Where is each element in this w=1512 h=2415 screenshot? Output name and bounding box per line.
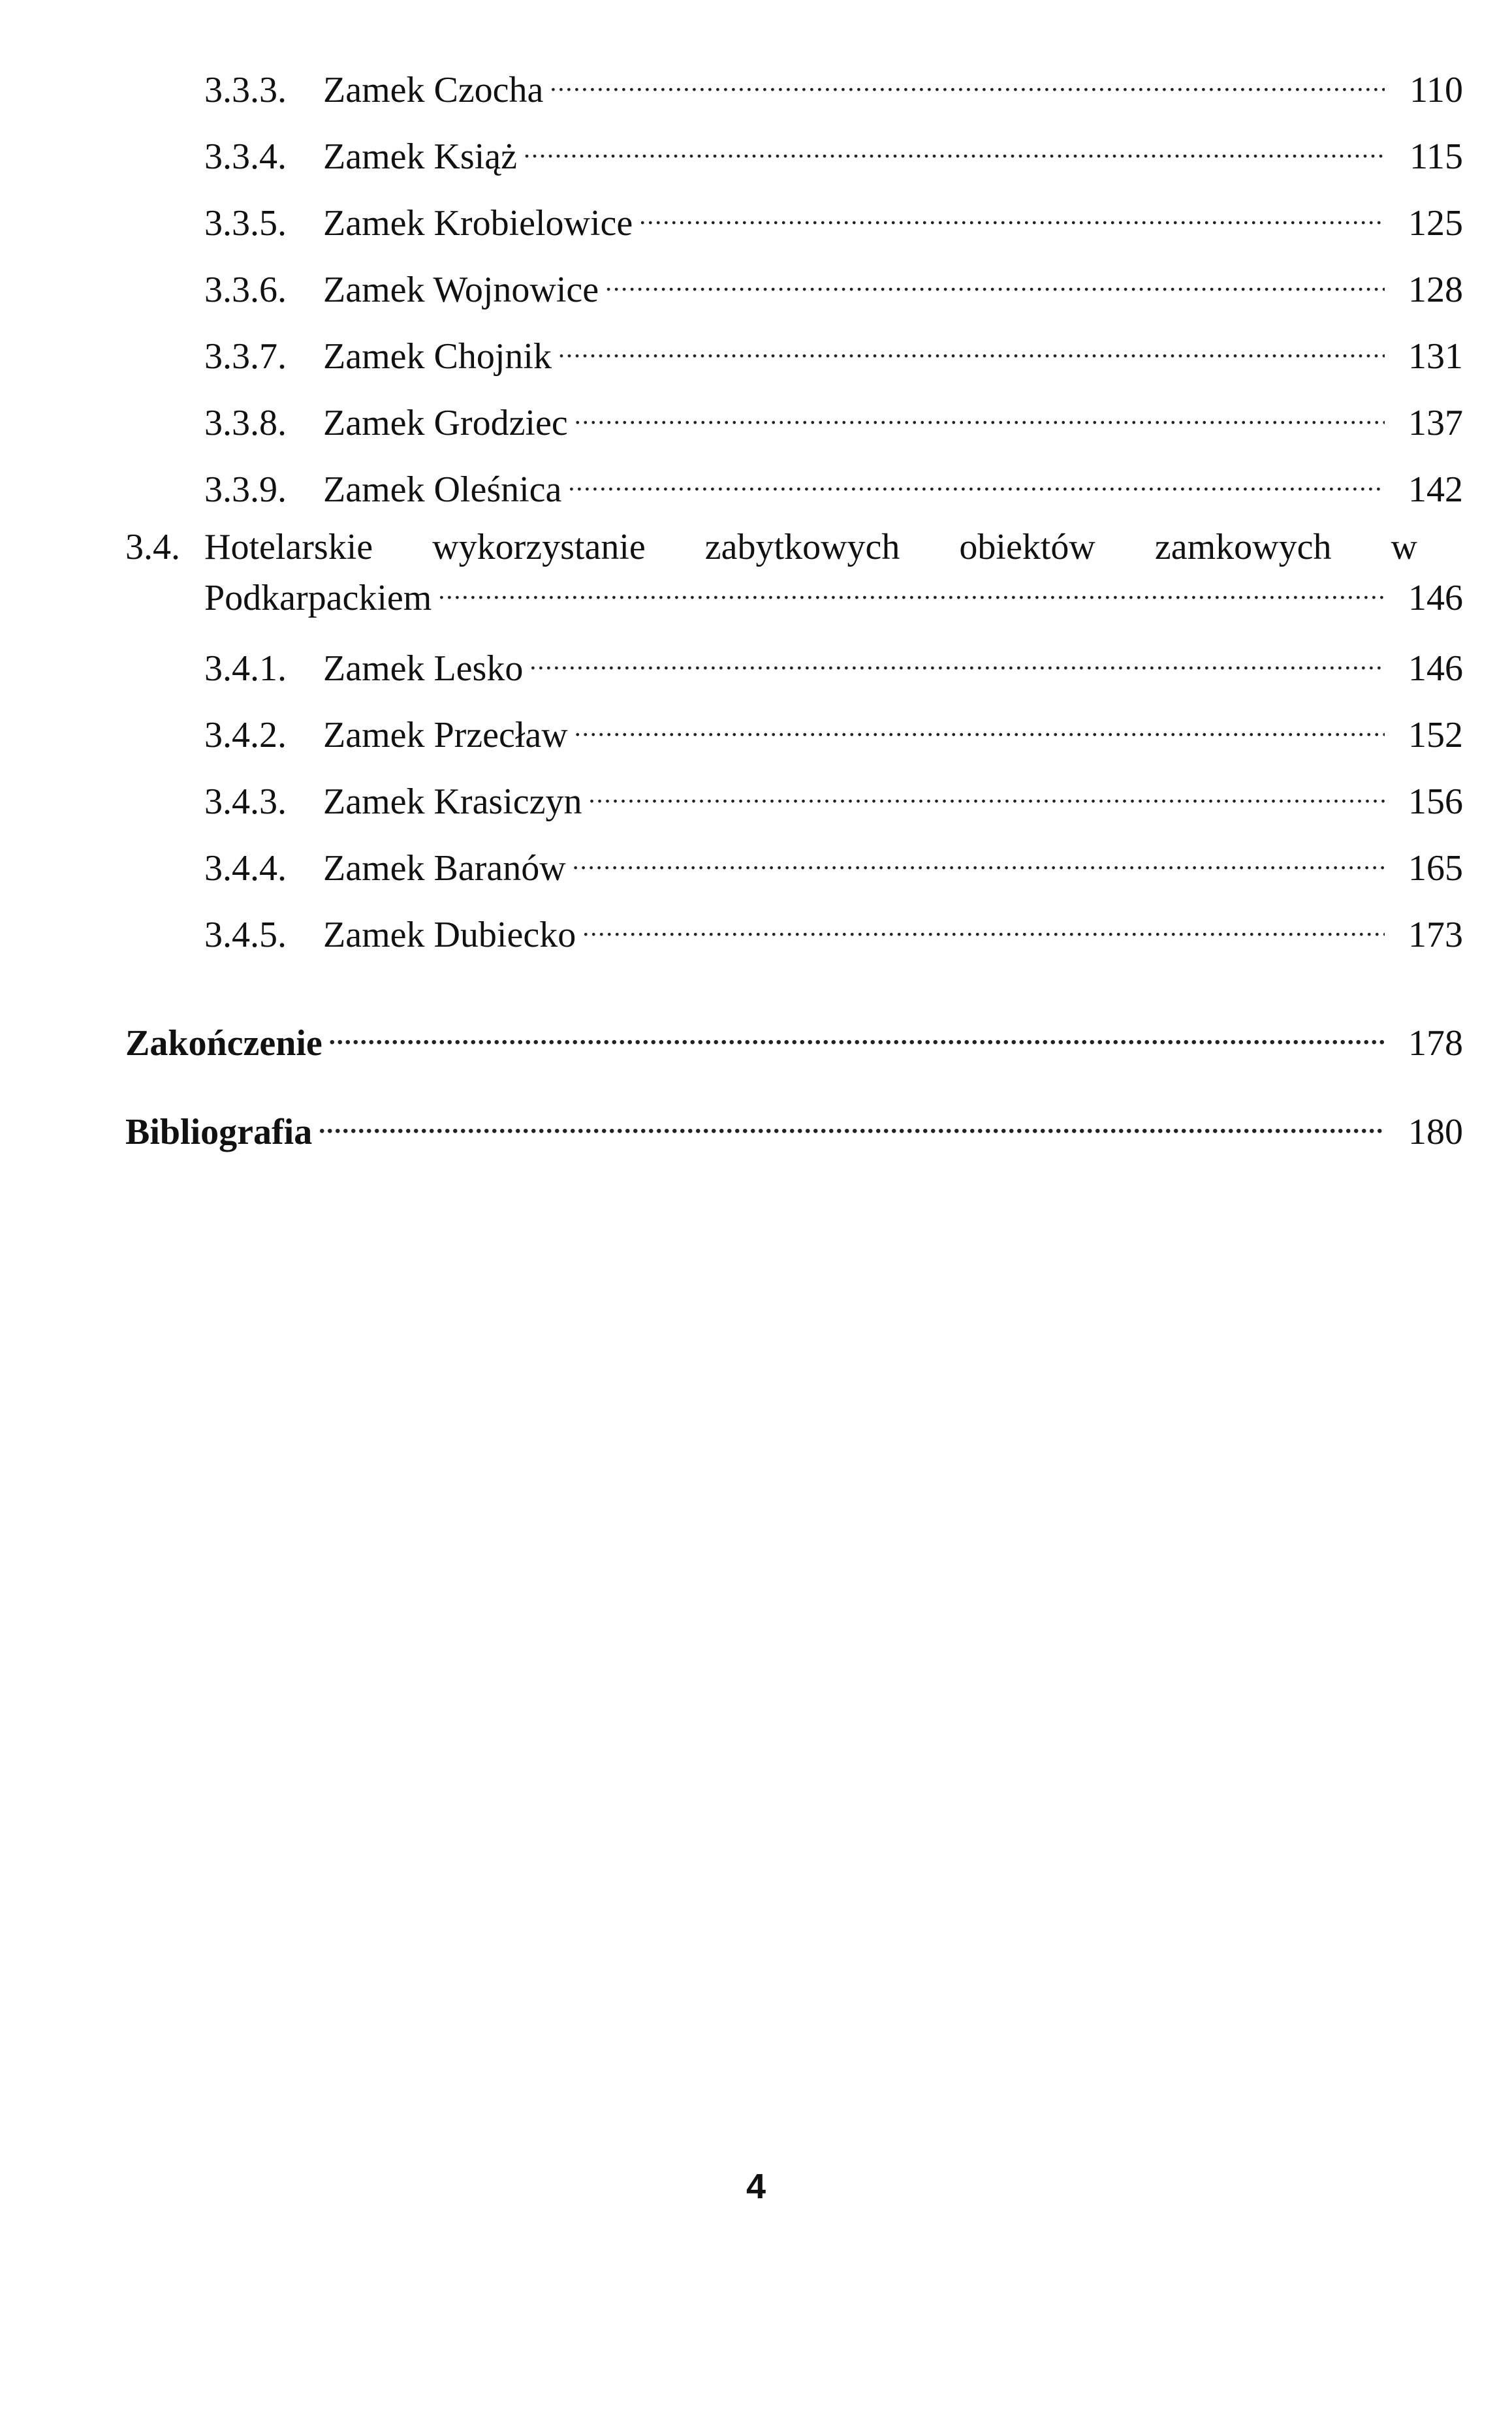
- toc-entry-page: 178: [1408, 1023, 1463, 1064]
- toc-entry-number: 3.3.8.: [204, 403, 287, 443]
- dot-leader: [329, 1013, 1385, 1055]
- dot-leader: [588, 772, 1385, 813]
- dot-leader: [319, 1102, 1385, 1144]
- toc-entry-title-words: [204, 526, 1463, 568]
- toc-entry-number: 3.3.9.: [204, 469, 287, 510]
- toc-entry-title-continued: Podkarpackiem: [204, 578, 432, 618]
- toc-entry-number: 3.4.2.: [204, 715, 287, 755]
- toc-entry-number: 3.4.5.: [204, 915, 287, 955]
- dot-leader: [582, 905, 1385, 947]
- toc-entry-page: 137: [1408, 403, 1463, 443]
- title-word: zamkowych: [1154, 527, 1332, 567]
- toc-entry-page: 180: [1408, 1112, 1463, 1152]
- toc-entry-3-4-3: [204, 772, 1463, 823]
- dot-leader: [573, 838, 1385, 880]
- toc-entry-number: 3.3.3.: [204, 70, 287, 110]
- toc-entry-number: 3.4.: [125, 527, 180, 567]
- toc-entry-3-3-3: [204, 60, 1463, 111]
- toc-entry-title: Zamek Czocha: [323, 70, 544, 110]
- toc-entry-title: Zamek Baranów: [323, 848, 566, 889]
- toc-entry-page: 165: [1408, 848, 1463, 889]
- toc-entry-3-4-4: [204, 838, 1463, 889]
- toc-entry-line-1: [125, 526, 1463, 568]
- toc-entry-page: 142: [1408, 469, 1463, 510]
- toc-entry-page: 115: [1410, 136, 1463, 177]
- toc-entry-page: 131: [1408, 336, 1463, 377]
- toc-entry-page: 152: [1408, 715, 1463, 755]
- toc-entry-title: Zamek Książ: [323, 136, 517, 177]
- toc-entry-3-4-1: [204, 639, 1463, 689]
- dot-leader: [575, 393, 1385, 435]
- dot-leader: [438, 568, 1385, 610]
- dot-leader: [550, 60, 1385, 102]
- toc-entry-title: Zamek Lesko: [323, 648, 524, 689]
- toc-entry-title: Zamek Krasiczyn: [323, 781, 582, 822]
- dot-leader: [558, 326, 1385, 368]
- title-word: zabytkowych: [704, 527, 900, 567]
- title-word: w: [1391, 527, 1417, 567]
- dot-leader: [529, 639, 1385, 680]
- toc-entry-number: 3.3.6.: [204, 270, 287, 310]
- toc-entry-page: 110: [1410, 70, 1463, 110]
- dot-leader: [575, 705, 1385, 747]
- toc-entry-title: Zamek Wojnowice: [323, 270, 599, 310]
- toc-entry-3-3-6: [204, 260, 1463, 311]
- toc-entry-number: 3.3.5.: [204, 203, 287, 244]
- toc-entry-3-3-4: [204, 127, 1463, 178]
- toc-entry-3-3-8: [204, 393, 1463, 444]
- title-word: obiektów: [959, 527, 1095, 567]
- title-word: Hotelarskie: [204, 527, 373, 567]
- toc-entry-3-4: [125, 526, 1463, 619]
- toc-entry-page: 156: [1408, 781, 1463, 822]
- toc-entry-title: Zamek Grodziec: [323, 403, 568, 443]
- dot-leader: [568, 460, 1385, 501]
- toc-entry-3-4-5: [204, 905, 1463, 956]
- toc-entry-number: 3.4.4.: [204, 848, 287, 889]
- toc-entry-3-3-9: [204, 460, 1463, 511]
- dot-leader: [524, 127, 1385, 168]
- toc-entry-bibliografia: [125, 1102, 1463, 1153]
- toc-entry-3-3-5: [204, 193, 1463, 244]
- toc-entry-number: 3.3.4.: [204, 136, 287, 177]
- toc-entry-number: 3.4.1.: [204, 648, 287, 689]
- toc-entry-page: 125: [1408, 203, 1463, 244]
- toc-entry-page: 173: [1408, 915, 1463, 955]
- toc-entry-title: Bibliografia: [125, 1112, 313, 1152]
- dot-leader: [605, 260, 1385, 302]
- toc-entry-number: 3.3.7.: [204, 336, 287, 377]
- toc-entry-page: 128: [1408, 270, 1463, 310]
- toc-entry-page: 146: [1408, 578, 1463, 618]
- toc-entry-title: Zamek Krobielowice: [323, 203, 633, 244]
- toc-entry-title: Zamek Chojnik: [323, 336, 552, 377]
- toc-entry-zakonczenie: [125, 1013, 1463, 1064]
- toc-entry-3-4-2: [204, 705, 1463, 756]
- toc-entry-number: 3.4.3.: [204, 781, 287, 822]
- toc-entry-3-3-7: [204, 326, 1463, 377]
- toc-entry-title: Zamek Oleśnica: [323, 469, 562, 510]
- toc-entry-title: Zamek Dubiecko: [323, 915, 576, 955]
- toc-entry-title: Zakończenie: [125, 1023, 323, 1064]
- dot-leader: [639, 193, 1385, 235]
- title-word: wykorzystanie: [432, 527, 646, 567]
- page-number: 4: [746, 2167, 766, 2206]
- toc-entry-page: 146: [1408, 648, 1463, 689]
- toc-entry-line-2: [204, 568, 1463, 619]
- toc-entry-title: Zamek Przecław: [323, 715, 568, 755]
